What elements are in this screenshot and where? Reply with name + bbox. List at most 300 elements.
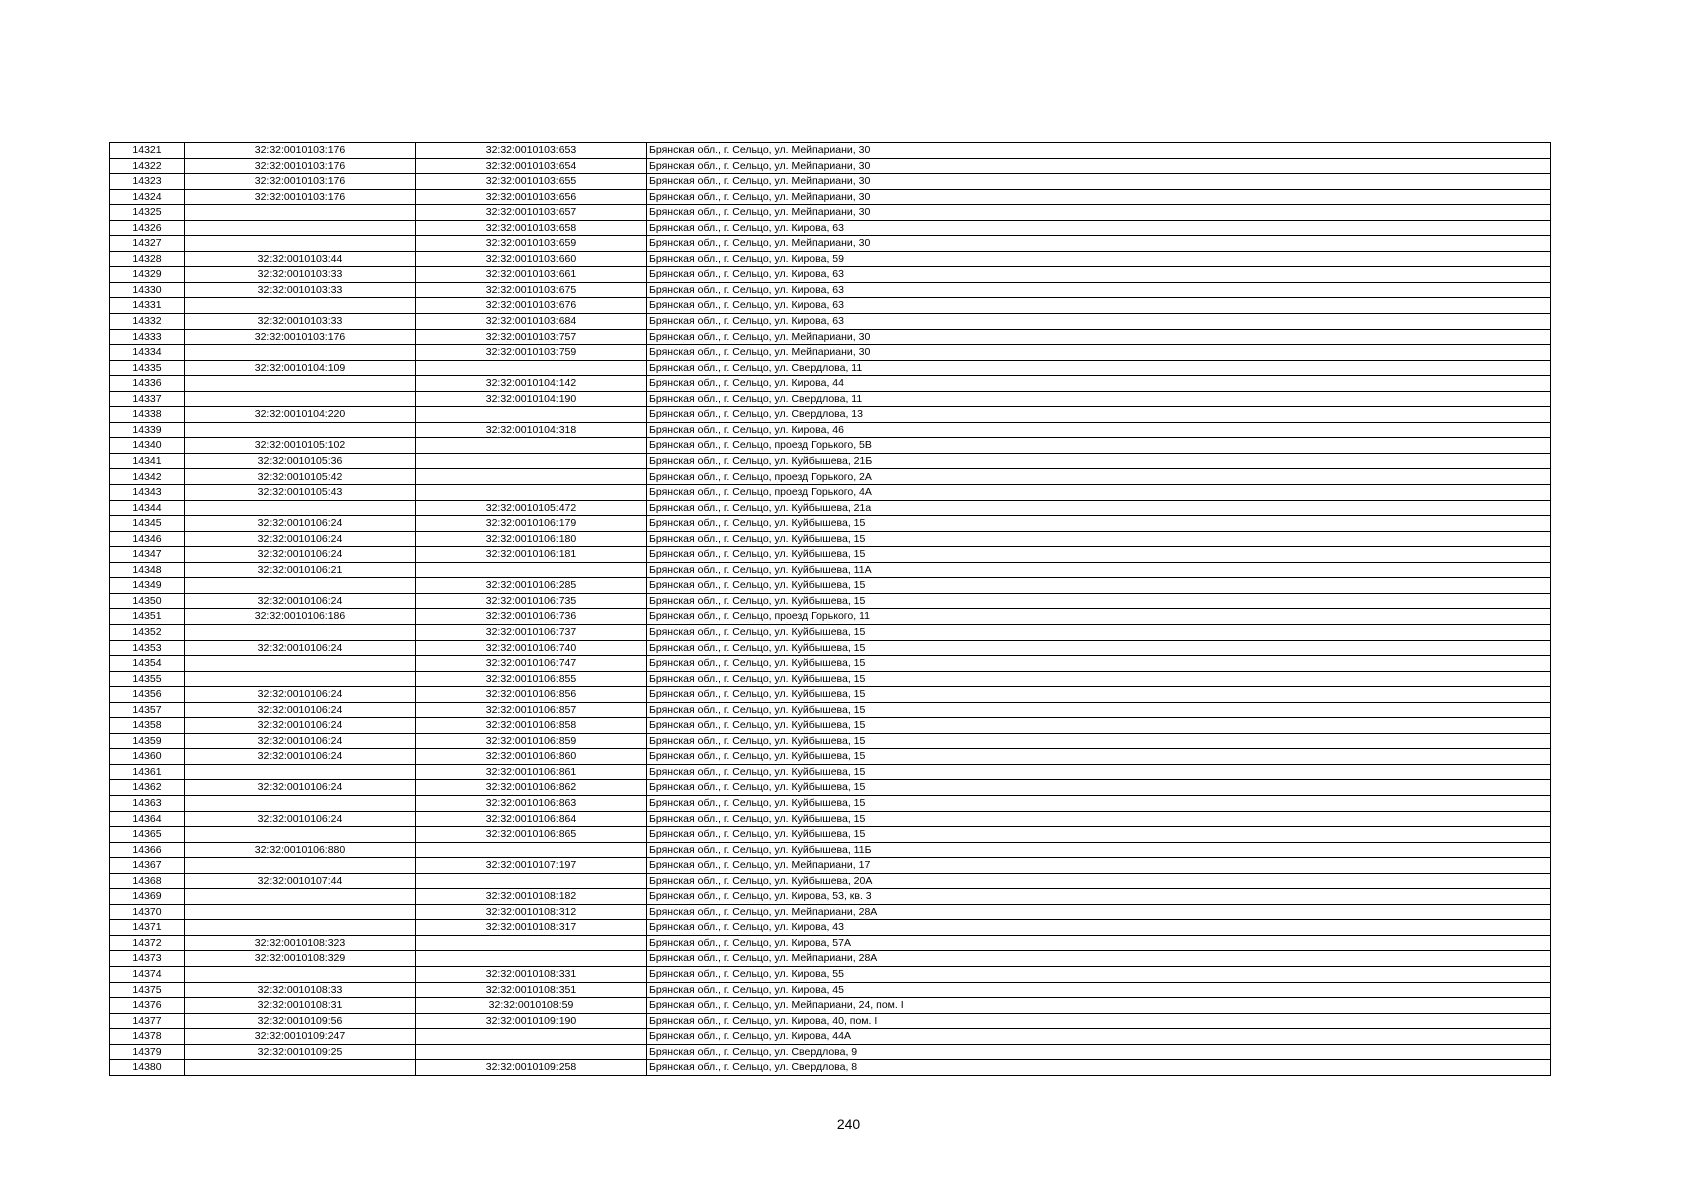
- table-row: [110, 889, 1551, 905]
- object-number-cell: 32:32:0010108:331: [416, 966, 647, 982]
- row-number-cell: 14324: [110, 189, 185, 205]
- page-number: 240: [836, 1116, 861, 1132]
- object-number-cell: 32:32:0010106:860: [416, 749, 647, 765]
- parcel-number-cell: 32:32:0010103:176: [185, 143, 416, 159]
- row-number-cell: 14362: [110, 780, 185, 796]
- parcel-number-cell: [185, 656, 416, 672]
- table-row: [110, 982, 1551, 998]
- object-number-cell: 32:32:0010109:190: [416, 1013, 647, 1029]
- address-cell: Брянская обл., г. Сельцо, ул. Кирова, 57А: [647, 935, 1551, 951]
- row-number-cell: 14349: [110, 578, 185, 594]
- object-number-cell: 32:32:0010108:182: [416, 889, 647, 905]
- address-cell: Брянская обл., г. Сельцо, ул. Куйбышева, 15: [647, 827, 1551, 843]
- parcel-number-cell: 32:32:0010103:176: [185, 158, 416, 174]
- parcel-number-cell: [185, 345, 416, 361]
- address-cell: Брянская обл., г. Сельцо, ул. Куйбышева, 15: [647, 780, 1551, 796]
- object-number-cell: 32:32:0010103:656: [416, 189, 647, 205]
- table-row: [110, 1044, 1551, 1060]
- parcel-number-cell: 32:32:0010106:24: [185, 702, 416, 718]
- parcel-number-cell: 32:32:0010103:33: [185, 314, 416, 330]
- object-number-cell: 32:32:0010103:757: [416, 329, 647, 345]
- row-number-cell: 14379: [110, 1044, 185, 1060]
- parcel-number-cell: 32:32:0010109:56: [185, 1013, 416, 1029]
- object-number-cell: [416, 935, 647, 951]
- object-number-cell: 32:32:0010109:258: [416, 1060, 647, 1076]
- row-number-cell: 14336: [110, 376, 185, 392]
- row-number-cell: 14340: [110, 438, 185, 454]
- table-row: [110, 966, 1551, 982]
- row-number-cell: 14365: [110, 827, 185, 843]
- table-row: [110, 718, 1551, 734]
- table-row: [110, 935, 1551, 951]
- row-number-cell: 14376: [110, 998, 185, 1014]
- parcel-number-cell: [185, 764, 416, 780]
- row-number-cell: 14323: [110, 174, 185, 190]
- row-number-cell: 14373: [110, 951, 185, 967]
- parcel-number-cell: [185, 827, 416, 843]
- parcel-number-cell: [185, 500, 416, 516]
- parcel-number-cell: 32:32:0010105:42: [185, 469, 416, 485]
- row-number-cell: 14328: [110, 251, 185, 267]
- table-row: [110, 547, 1551, 563]
- address-cell: Брянская обл., г. Сельцо, ул. Мейпариани, 30: [647, 158, 1551, 174]
- address-cell: Брянская обл., г. Сельцо, ул. Кирова, 46: [647, 422, 1551, 438]
- table-row: [110, 640, 1551, 656]
- object-number-cell: 32:32:0010103:661: [416, 267, 647, 283]
- row-number-cell: 14355: [110, 671, 185, 687]
- address-cell: Брянская обл., г. Сельцо, ул. Кирова, 40, пом. I: [647, 1013, 1551, 1029]
- address-cell: Брянская обл., г. Сельцо, ул. Кирова, 45: [647, 982, 1551, 998]
- address-cell: Брянская обл., г. Сельцо, ул. Куйбышева, 15: [647, 531, 1551, 547]
- object-number-cell: 32:32:0010104:318: [416, 422, 647, 438]
- address-cell: Брянская обл., г. Сельцо, ул. Куйбышева, 11Б: [647, 842, 1551, 858]
- row-number-cell: 14380: [110, 1060, 185, 1076]
- row-number-cell: 14329: [110, 267, 185, 283]
- parcel-number-cell: [185, 966, 416, 982]
- address-cell: Брянская обл., г. Сельцо, ул. Куйбышева, 21а: [647, 500, 1551, 516]
- parcel-number-cell: 32:32:0010108:323: [185, 935, 416, 951]
- row-number-cell: 14326: [110, 220, 185, 236]
- row-number-cell: 14344: [110, 500, 185, 516]
- table-row: [110, 407, 1551, 423]
- address-cell: Брянская обл., г. Сельцо, ул. Мейпариани, 28А: [647, 951, 1551, 967]
- address-cell: Брянская обл., г. Сельцо, ул. Кирова, 43: [647, 920, 1551, 936]
- object-number-cell: [416, 485, 647, 501]
- table-row: [110, 811, 1551, 827]
- table-row: [110, 1060, 1551, 1076]
- parcel-number-cell: 32:32:0010107:44: [185, 873, 416, 889]
- parcel-number-cell: 32:32:0010108:329: [185, 951, 416, 967]
- table-row: [110, 1013, 1551, 1029]
- address-cell: Брянская обл., г. Сельцо, ул. Свердлова, 13: [647, 407, 1551, 423]
- address-cell: Брянская обл., г. Сельцо, ул. Куйбышева, 15: [647, 718, 1551, 734]
- object-number-cell: 32:32:0010108:312: [416, 904, 647, 920]
- table-row: [110, 438, 1551, 454]
- parcel-number-cell: 32:32:0010106:24: [185, 749, 416, 765]
- object-number-cell: 32:32:0010105:472: [416, 500, 647, 516]
- address-cell: Брянская обл., г. Сельцо, ул. Кирова, 44А: [647, 1029, 1551, 1045]
- parcel-number-cell: 32:32:0010105:43: [185, 485, 416, 501]
- address-cell: Брянская обл., г. Сельцо, ул. Куйбышева, 15: [647, 624, 1551, 640]
- address-cell: Брянская обл., г. Сельцо, ул. Куйбышева, 15: [647, 516, 1551, 532]
- row-number-cell: 14363: [110, 795, 185, 811]
- address-cell: Брянская обл., г. Сельцо, ул. Куйбышева, 15: [647, 593, 1551, 609]
- address-cell: Брянская обл., г. Сельцо, ул. Кирова, 63: [647, 267, 1551, 283]
- table-row: [110, 453, 1551, 469]
- parcel-number-cell: 32:32:0010103:176: [185, 329, 416, 345]
- object-number-cell: [416, 438, 647, 454]
- object-number-cell: 32:32:0010106:737: [416, 624, 647, 640]
- table-row: [110, 764, 1551, 780]
- table-row: [110, 702, 1551, 718]
- object-number-cell: [416, 407, 647, 423]
- row-number-cell: 14337: [110, 391, 185, 407]
- parcel-number-cell: [185, 236, 416, 252]
- row-number-cell: 14366: [110, 842, 185, 858]
- address-cell: Брянская обл., г. Сельцо, ул. Мейпариани, 24, пом. I: [647, 998, 1551, 1014]
- object-number-cell: 32:32:0010106:180: [416, 531, 647, 547]
- table-row: [110, 1029, 1551, 1045]
- row-number-cell: 14354: [110, 656, 185, 672]
- object-number-cell: 32:32:0010103:684: [416, 314, 647, 330]
- row-number-cell: 14339: [110, 422, 185, 438]
- row-number-cell: 14338: [110, 407, 185, 423]
- address-cell: Брянская обл., г. Сельцо, ул. Куйбышева, 15: [647, 687, 1551, 703]
- address-cell: Брянская обл., г. Сельцо, ул. Кирова, 63: [647, 298, 1551, 314]
- parcel-number-cell: 32:32:0010106:24: [185, 811, 416, 827]
- parcel-number-cell: 32:32:0010105:102: [185, 438, 416, 454]
- table-row: [110, 733, 1551, 749]
- parcel-number-cell: 32:32:0010106:21: [185, 562, 416, 578]
- address-cell: Брянская обл., г. Сельцо, ул. Кирова, 55: [647, 966, 1551, 982]
- address-cell: Брянская обл., г. Сельцо, ул. Куйбышева, 15: [647, 702, 1551, 718]
- address-cell: Брянская обл., г. Сельцо, ул. Куйбышева, 11А: [647, 562, 1551, 578]
- object-number-cell: 32:32:0010106:747: [416, 656, 647, 672]
- table-row: [110, 174, 1551, 190]
- parcel-number-cell: 32:32:0010106:24: [185, 593, 416, 609]
- address-cell: Брянская обл., г. Сельцо, ул. Куйбышева, 15: [647, 733, 1551, 749]
- parcel-number-cell: 32:32:0010104:220: [185, 407, 416, 423]
- parcel-number-cell: [185, 889, 416, 905]
- parcel-number-cell: 32:32:0010106:24: [185, 687, 416, 703]
- address-cell: Брянская обл., г. Сельцо, ул. Куйбышева, 15: [647, 547, 1551, 563]
- object-number-cell: [416, 453, 647, 469]
- table-row: [110, 143, 1551, 159]
- table-row: [110, 485, 1551, 501]
- object-number-cell: [416, 873, 647, 889]
- table-row: [110, 656, 1551, 672]
- address-cell: Брянская обл., г. Сельцо, ул. Куйбышева, 21Б: [647, 453, 1551, 469]
- row-number-cell: 14330: [110, 282, 185, 298]
- address-cell: Брянская обл., г. Сельцо, ул. Куйбышева, 15: [647, 656, 1551, 672]
- object-number-cell: [416, 951, 647, 967]
- row-number-cell: 14370: [110, 904, 185, 920]
- row-number-cell: 14352: [110, 624, 185, 640]
- parcel-number-cell: [185, 391, 416, 407]
- table-row: [110, 593, 1551, 609]
- row-number-cell: 14351: [110, 609, 185, 625]
- row-number-cell: 14378: [110, 1029, 185, 1045]
- address-cell: Брянская обл., г. Сельцо, ул. Свердлова, 9: [647, 1044, 1551, 1060]
- row-number-cell: 14360: [110, 749, 185, 765]
- address-cell: Брянская обл., г. Сельцо, ул. Мейпариани, 30: [647, 236, 1551, 252]
- row-number-cell: 14372: [110, 935, 185, 951]
- table-row: [110, 562, 1551, 578]
- object-number-cell: 32:32:0010106:285: [416, 578, 647, 594]
- parcel-number-cell: 32:32:0010106:186: [185, 609, 416, 625]
- parcel-number-cell: 32:32:0010103:33: [185, 282, 416, 298]
- address-cell: Брянская обл., г. Сельцо, ул. Кирова, 44: [647, 376, 1551, 392]
- object-number-cell: 32:32:0010108:59: [416, 998, 647, 1014]
- row-number-cell: 14342: [110, 469, 185, 485]
- row-number-cell: 14325: [110, 205, 185, 221]
- table-row: [110, 298, 1551, 314]
- table-row: [110, 360, 1551, 376]
- object-number-cell: 32:32:0010103:675: [416, 282, 647, 298]
- table-row: [110, 500, 1551, 516]
- object-number-cell: 32:32:0010103:759: [416, 345, 647, 361]
- address-cell: Брянская обл., г. Сельцо, ул. Кирова, 63: [647, 220, 1551, 236]
- row-number-cell: 14322: [110, 158, 185, 174]
- address-cell: Брянская обл., г. Сельцо, ул. Куйбышева, 15: [647, 578, 1551, 594]
- parcel-number-cell: 32:32:0010106:880: [185, 842, 416, 858]
- address-cell: Брянская обл., г. Сельцо, ул. Куйбышева, 15: [647, 811, 1551, 827]
- row-number-cell: 14375: [110, 982, 185, 998]
- address-cell: Брянская обл., г. Сельцо, проезд Горького, 5В: [647, 438, 1551, 454]
- address-cell: Брянская обл., г. Сельцо, ул. Куйбышева, 15: [647, 640, 1551, 656]
- parcel-number-cell: 32:32:0010106:24: [185, 531, 416, 547]
- object-number-cell: 32:32:0010103:676: [416, 298, 647, 314]
- object-number-cell: 32:32:0010103:658: [416, 220, 647, 236]
- parcel-number-cell: [185, 422, 416, 438]
- parcel-number-cell: 32:32:0010108:33: [185, 982, 416, 998]
- object-number-cell: 32:32:0010108:351: [416, 982, 647, 998]
- parcel-number-cell: [185, 578, 416, 594]
- object-number-cell: 32:32:0010104:190: [416, 391, 647, 407]
- row-number-cell: 14327: [110, 236, 185, 252]
- table-row: [110, 578, 1551, 594]
- row-number-cell: 14332: [110, 314, 185, 330]
- table-row: [110, 251, 1551, 267]
- object-number-cell: [416, 469, 647, 485]
- address-cell: Брянская обл., г. Сельцо, ул. Мейпариани, 30: [647, 189, 1551, 205]
- object-number-cell: 32:32:0010106:864: [416, 811, 647, 827]
- table-row: [110, 671, 1551, 687]
- table-row: [110, 904, 1551, 920]
- address-cell: Брянская обл., г. Сельцо, ул. Куйбышева, 15: [647, 795, 1551, 811]
- table-row: [110, 205, 1551, 221]
- table-row: [110, 267, 1551, 283]
- address-cell: Брянская обл., г. Сельцо, ул. Куйбышева, 15: [647, 764, 1551, 780]
- table-row: [110, 345, 1551, 361]
- row-number-cell: 14331: [110, 298, 185, 314]
- table-row: [110, 189, 1551, 205]
- row-number-cell: 14321: [110, 143, 185, 159]
- object-number-cell: [416, 562, 647, 578]
- address-cell: Брянская обл., г. Сельцо, ул. Мейпариани, 30: [647, 174, 1551, 190]
- row-number-cell: 14369: [110, 889, 185, 905]
- row-number-cell: 14335: [110, 360, 185, 376]
- row-number-cell: 14377: [110, 1013, 185, 1029]
- object-number-cell: 32:32:0010106:181: [416, 547, 647, 563]
- object-number-cell: 32:32:0010107:197: [416, 858, 647, 874]
- object-number-cell: 32:32:0010103:659: [416, 236, 647, 252]
- table-row: [110, 376, 1551, 392]
- table-row: [110, 687, 1551, 703]
- parcel-number-cell: [185, 1060, 416, 1076]
- parcel-number-cell: 32:32:0010106:24: [185, 733, 416, 749]
- address-cell: Брянская обл., г. Сельцо, ул. Мейпариани, 30: [647, 205, 1551, 221]
- row-number-cell: 14367: [110, 858, 185, 874]
- address-cell: Брянская обл., г. Сельцо, ул. Свердлова, 11: [647, 360, 1551, 376]
- address-cell: Брянская обл., г. Сельцо, ул. Кирова, 63: [647, 282, 1551, 298]
- parcel-number-cell: [185, 920, 416, 936]
- parcel-number-cell: 32:32:0010105:36: [185, 453, 416, 469]
- table-row: [110, 873, 1551, 889]
- table-row: [110, 282, 1551, 298]
- parcel-number-cell: [185, 904, 416, 920]
- table-row: [110, 624, 1551, 640]
- object-number-cell: 32:32:0010104:142: [416, 376, 647, 392]
- address-cell: Брянская обл., г. Сельцо, ул. Куйбышева, 20А: [647, 873, 1551, 889]
- object-number-cell: [416, 1029, 647, 1045]
- row-number-cell: 14364: [110, 811, 185, 827]
- object-number-cell: 32:32:0010106:858: [416, 718, 647, 734]
- object-number-cell: 32:32:0010106:859: [416, 733, 647, 749]
- parcel-number-cell: [185, 298, 416, 314]
- address-cell: Брянская обл., г. Сельцо, ул. Куйбышева, 15: [647, 671, 1551, 687]
- parcel-number-cell: 32:32:0010106:24: [185, 640, 416, 656]
- row-number-cell: 14361: [110, 764, 185, 780]
- parcel-number-cell: 32:32:0010106:24: [185, 516, 416, 532]
- parcel-number-cell: 32:32:0010103:176: [185, 174, 416, 190]
- object-number-cell: [416, 360, 647, 376]
- address-cell: Брянская обл., г. Сельцо, ул. Кирова, 59: [647, 251, 1551, 267]
- address-cell: Брянская обл., г. Сельцо, проезд Горького, 11: [647, 609, 1551, 625]
- parcel-number-cell: 32:32:0010108:31: [185, 998, 416, 1014]
- object-number-cell: 32:32:0010103:660: [416, 251, 647, 267]
- row-number-cell: 14359: [110, 733, 185, 749]
- object-number-cell: 32:32:0010106:865: [416, 827, 647, 843]
- table-row: [110, 422, 1551, 438]
- parcel-number-cell: 32:32:0010103:176: [185, 189, 416, 205]
- parcel-number-cell: [185, 624, 416, 640]
- table-row: [110, 516, 1551, 532]
- parcel-number-cell: [185, 671, 416, 687]
- table-row: [110, 951, 1551, 967]
- address-cell: Брянская обл., г. Сельцо, ул. Мейпариани, 28А: [647, 904, 1551, 920]
- row-number-cell: 14341: [110, 453, 185, 469]
- row-number-cell: 14368: [110, 873, 185, 889]
- parcel-number-cell: [185, 205, 416, 221]
- row-number-cell: 14371: [110, 920, 185, 936]
- row-number-cell: 14347: [110, 547, 185, 563]
- object-number-cell: 32:32:0010103:657: [416, 205, 647, 221]
- object-number-cell: 32:32:0010106:863: [416, 795, 647, 811]
- row-number-cell: 14357: [110, 702, 185, 718]
- address-cell: Брянская обл., г. Сельцо, ул. Мейпариани, 17: [647, 858, 1551, 874]
- object-number-cell: 32:32:0010103:653: [416, 143, 647, 159]
- table-row: [110, 920, 1551, 936]
- table-row: [110, 469, 1551, 485]
- address-cell: Брянская обл., г. Сельцо, ул. Мейпариани, 30: [647, 329, 1551, 345]
- registry-table: [109, 142, 1551, 1076]
- row-number-cell: 14356: [110, 687, 185, 703]
- address-cell: Брянская обл., г. Сельцо, проезд Горького, 4А: [647, 485, 1551, 501]
- registry-table-body: [110, 143, 1551, 1076]
- parcel-number-cell: 32:32:0010106:24: [185, 547, 416, 563]
- table-row: [110, 329, 1551, 345]
- object-number-cell: [416, 842, 647, 858]
- object-number-cell: 32:32:0010106:740: [416, 640, 647, 656]
- row-number-cell: 14350: [110, 593, 185, 609]
- object-number-cell: 32:32:0010106:855: [416, 671, 647, 687]
- table-row: [110, 158, 1551, 174]
- object-number-cell: 32:32:0010103:655: [416, 174, 647, 190]
- address-cell: Брянская обл., г. Сельцо, ул. Свердлова, 11: [647, 391, 1551, 407]
- parcel-number-cell: 32:32:0010109:247: [185, 1029, 416, 1045]
- object-number-cell: 32:32:0010106:861: [416, 764, 647, 780]
- parcel-number-cell: [185, 858, 416, 874]
- parcel-number-cell: 32:32:0010109:25: [185, 1044, 416, 1060]
- address-cell: Брянская обл., г. Сельцо, ул. Мейпариани, 30: [647, 345, 1551, 361]
- parcel-number-cell: [185, 220, 416, 236]
- table-row: [110, 827, 1551, 843]
- table-row: [110, 795, 1551, 811]
- address-cell: Брянская обл., г. Сельцо, ул. Кирова, 53, кв. 3: [647, 889, 1551, 905]
- row-number-cell: 14345: [110, 516, 185, 532]
- row-number-cell: 14343: [110, 485, 185, 501]
- parcel-number-cell: 32:32:0010104:109: [185, 360, 416, 376]
- row-number-cell: 14358: [110, 718, 185, 734]
- object-number-cell: 32:32:0010106:857: [416, 702, 647, 718]
- object-number-cell: 32:32:0010106:736: [416, 609, 647, 625]
- table-row: [110, 236, 1551, 252]
- table-row: [110, 609, 1551, 625]
- row-number-cell: 14353: [110, 640, 185, 656]
- row-number-cell: 14346: [110, 531, 185, 547]
- address-cell: Брянская обл., г. Сельцо, ул. Куйбышева, 15: [647, 749, 1551, 765]
- table-row: [110, 220, 1551, 236]
- table-row: [110, 842, 1551, 858]
- address-cell: Брянская обл., г. Сельцо, ул. Кирова, 63: [647, 314, 1551, 330]
- address-cell: Брянская обл., г. Сельцо, ул. Свердлова, 8: [647, 1060, 1551, 1076]
- parcel-number-cell: [185, 376, 416, 392]
- parcel-number-cell: 32:32:0010106:24: [185, 780, 416, 796]
- parcel-number-cell: 32:32:0010103:44: [185, 251, 416, 267]
- row-number-cell: 14374: [110, 966, 185, 982]
- object-number-cell: 32:32:0010106:735: [416, 593, 647, 609]
- parcel-number-cell: [185, 795, 416, 811]
- object-number-cell: 32:32:0010106:856: [416, 687, 647, 703]
- table-row: [110, 749, 1551, 765]
- object-number-cell: [416, 1044, 647, 1060]
- object-number-cell: 32:32:0010103:654: [416, 158, 647, 174]
- table-row: [110, 531, 1551, 547]
- row-number-cell: 14333: [110, 329, 185, 345]
- table-row: [110, 780, 1551, 796]
- address-cell: Брянская обл., г. Сельцо, ул. Мейпариани, 30: [647, 143, 1551, 159]
- object-number-cell: 32:32:0010106:179: [416, 516, 647, 532]
- row-number-cell: 14334: [110, 345, 185, 361]
- address-cell: Брянская обл., г. Сельцо, проезд Горького, 2А: [647, 469, 1551, 485]
- table-row: [110, 314, 1551, 330]
- parcel-number-cell: 32:32:0010106:24: [185, 718, 416, 734]
- table-row: [110, 858, 1551, 874]
- parcel-number-cell: 32:32:0010103:33: [185, 267, 416, 283]
- object-number-cell: 32:32:0010108:317: [416, 920, 647, 936]
- table-row: [110, 391, 1551, 407]
